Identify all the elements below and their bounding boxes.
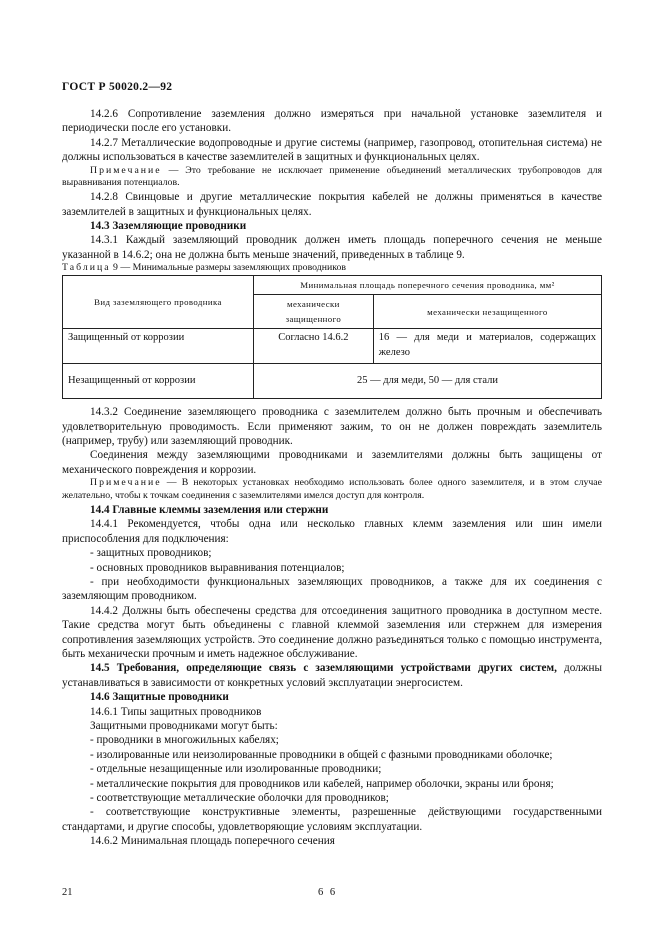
list-item: - основных проводников выравнивания потенциалов;	[90, 561, 345, 574]
table-9	[62, 275, 602, 399]
paragraph-14-3-1: 14.3.1 Каждый заземляющий проводник должен иметь площадь поперечного сечения не меньше указанной в 14.6.2; она не должна быть меньше значений, приведенных в таблице 9.	[62, 234, 602, 261]
heading-14-3: 14.3 Заземляющие проводники	[90, 220, 247, 233]
paragraph-14-5	[62, 661, 602, 690]
table-header-area: Минимальная площадь поперечного сечения проводника, мм²	[254, 276, 602, 295]
list-item: - металлические покрытия для проводников или кабелей, например оболочки, экраны или броня;	[90, 777, 554, 790]
note-2	[62, 477, 602, 503]
heading-14-6: 14.6 Защитные проводники	[90, 691, 229, 704]
list-item: - соответствующие конструктивные элементы, разрешенные действующими государственными стандартами, и другие способы, удовлетворяющие условиям эксплуатации.	[62, 806, 602, 833]
table-9-caption-label: Таблица	[62, 262, 111, 274]
note-2-label: Примечание	[90, 477, 162, 489]
paragraph-14-6-2: 14.6.2 Минимальная площадь поперечного сечения	[90, 835, 335, 848]
list-item: - при необходимости функциональных заземляющих проводников, а также для их соединения с заземляющим проводником.	[62, 575, 602, 603]
table-cell-unprotected: 16 — для меди и материалов, содержащих железо	[373, 329, 601, 364]
list-item: - соответствующие металлические оболочки для проводников;	[90, 792, 389, 805]
paragraph-14-2-8: 14.2.8 Свинцовые и другие металлические покрытия кабелей не должны применяться в качестве заземлителей в защитных и функциональных целях.	[62, 191, 602, 218]
table-header-unprotected: механически незащищенного	[373, 295, 601, 329]
heading-14-5: 14.5 Требования, определяющие связь с заземляющими устройствами других систем,	[90, 662, 557, 675]
note-1-label: Примечание	[90, 164, 162, 176]
standard-header: ГОСТ Р 50020.2—92	[62, 81, 173, 93]
paragraph-14-3-2-continued: Соединения между заземляющими проводниками и заземлителями должны быть защищены от механического повреждения и коррозии.	[62, 449, 602, 476]
table-cell-protected: Согласно 14.6.2	[254, 329, 374, 364]
table-9-caption-text: 9 — Минимальные размеры заземляющих проводников	[113, 262, 347, 274]
paragraph-14-4-2: 14.4.2 Должны быть обеспечены средства для отсоединения защитного проводника в доступном месте. Такие средства могут быть объединены с главной клеммой заземления или стержнем для измерения сопротивления заземляющих устройств. Это соединение должно разъединяться только с помощью инструмента, быть механически прочным и иметь надежное обслуживание.	[62, 604, 602, 660]
note-1	[62, 165, 602, 191]
paragraph-14-6-1-intro: Защитными проводниками могут быть:	[90, 719, 278, 732]
document-body	[62, 107, 602, 849]
list-item: - защитных проводников;	[90, 547, 212, 560]
paragraph-14-6-1: 14.6.1 Типы защитных проводников	[90, 705, 262, 718]
note-1-text: — Это требование не исключает применение объединений металлических трубопроводов для выравнивания потенциалов.	[62, 164, 602, 189]
list-item: - отдельные незащищенные или изолированные проводники;	[90, 763, 382, 776]
list-item: - проводники в многожильных кабелях;	[90, 734, 279, 747]
heading-14-4: 14.4 Главные клеммы заземления или стержни	[90, 503, 329, 516]
table-cell-type: Незащищенный от коррозии	[63, 364, 254, 399]
paragraph-14-2-7: 14.2.7 Металлические водопроводные и другие системы (например, газопровод, отопительная система) не должны использоваться в качестве заземлителей в защитных и функциональных целях.	[62, 136, 602, 164]
table-header-protected: механически защищенного	[254, 295, 374, 329]
list-item: - изолированные или неизолированные проводники в общей с фазными проводниками оболочке;	[90, 748, 553, 761]
note-2-text: — В некоторых установках необходимо использовать более одного заземлителя, и в этом случае желательно, чтобы к точкам соединения с заземлителями имелся доступ для контроля.	[62, 477, 603, 502]
paragraph-14-5-text: должны устанавливаться в зависимости от конкретных условий эксплуатации энергосистем.	[62, 662, 602, 689]
table-cell-type: Защищенный от коррозии	[63, 329, 254, 364]
paragraph-14-4-1: 14.4.1 Рекомендуется, чтобы одна или несколько главных клемм заземления или шин имели приспособления для подключения:	[62, 518, 602, 545]
table-header-type: Вид заземляющего проводника	[63, 276, 254, 329]
paragraph-14-2-6: 14.2.6 Сопротивление заземления должно измеряться при начальной установке заземлителя и периодически после его установки.	[62, 108, 602, 135]
table-cell-both: 25 — для меди, 50 — для стали	[254, 364, 602, 399]
footer-mark: 6 6	[318, 887, 338, 898]
table-9-caption	[62, 262, 602, 275]
page-number: 21	[62, 887, 73, 898]
paragraph-14-3-2: 14.3.2 Соединение заземляющего проводника с заземлителем должно быть прочным и обеспечивать удовлетворительную проводимость. Если применяют зажим, то он не должен повреждать заземлитель (например, трубу) или заземляющий проводник.	[62, 406, 602, 448]
